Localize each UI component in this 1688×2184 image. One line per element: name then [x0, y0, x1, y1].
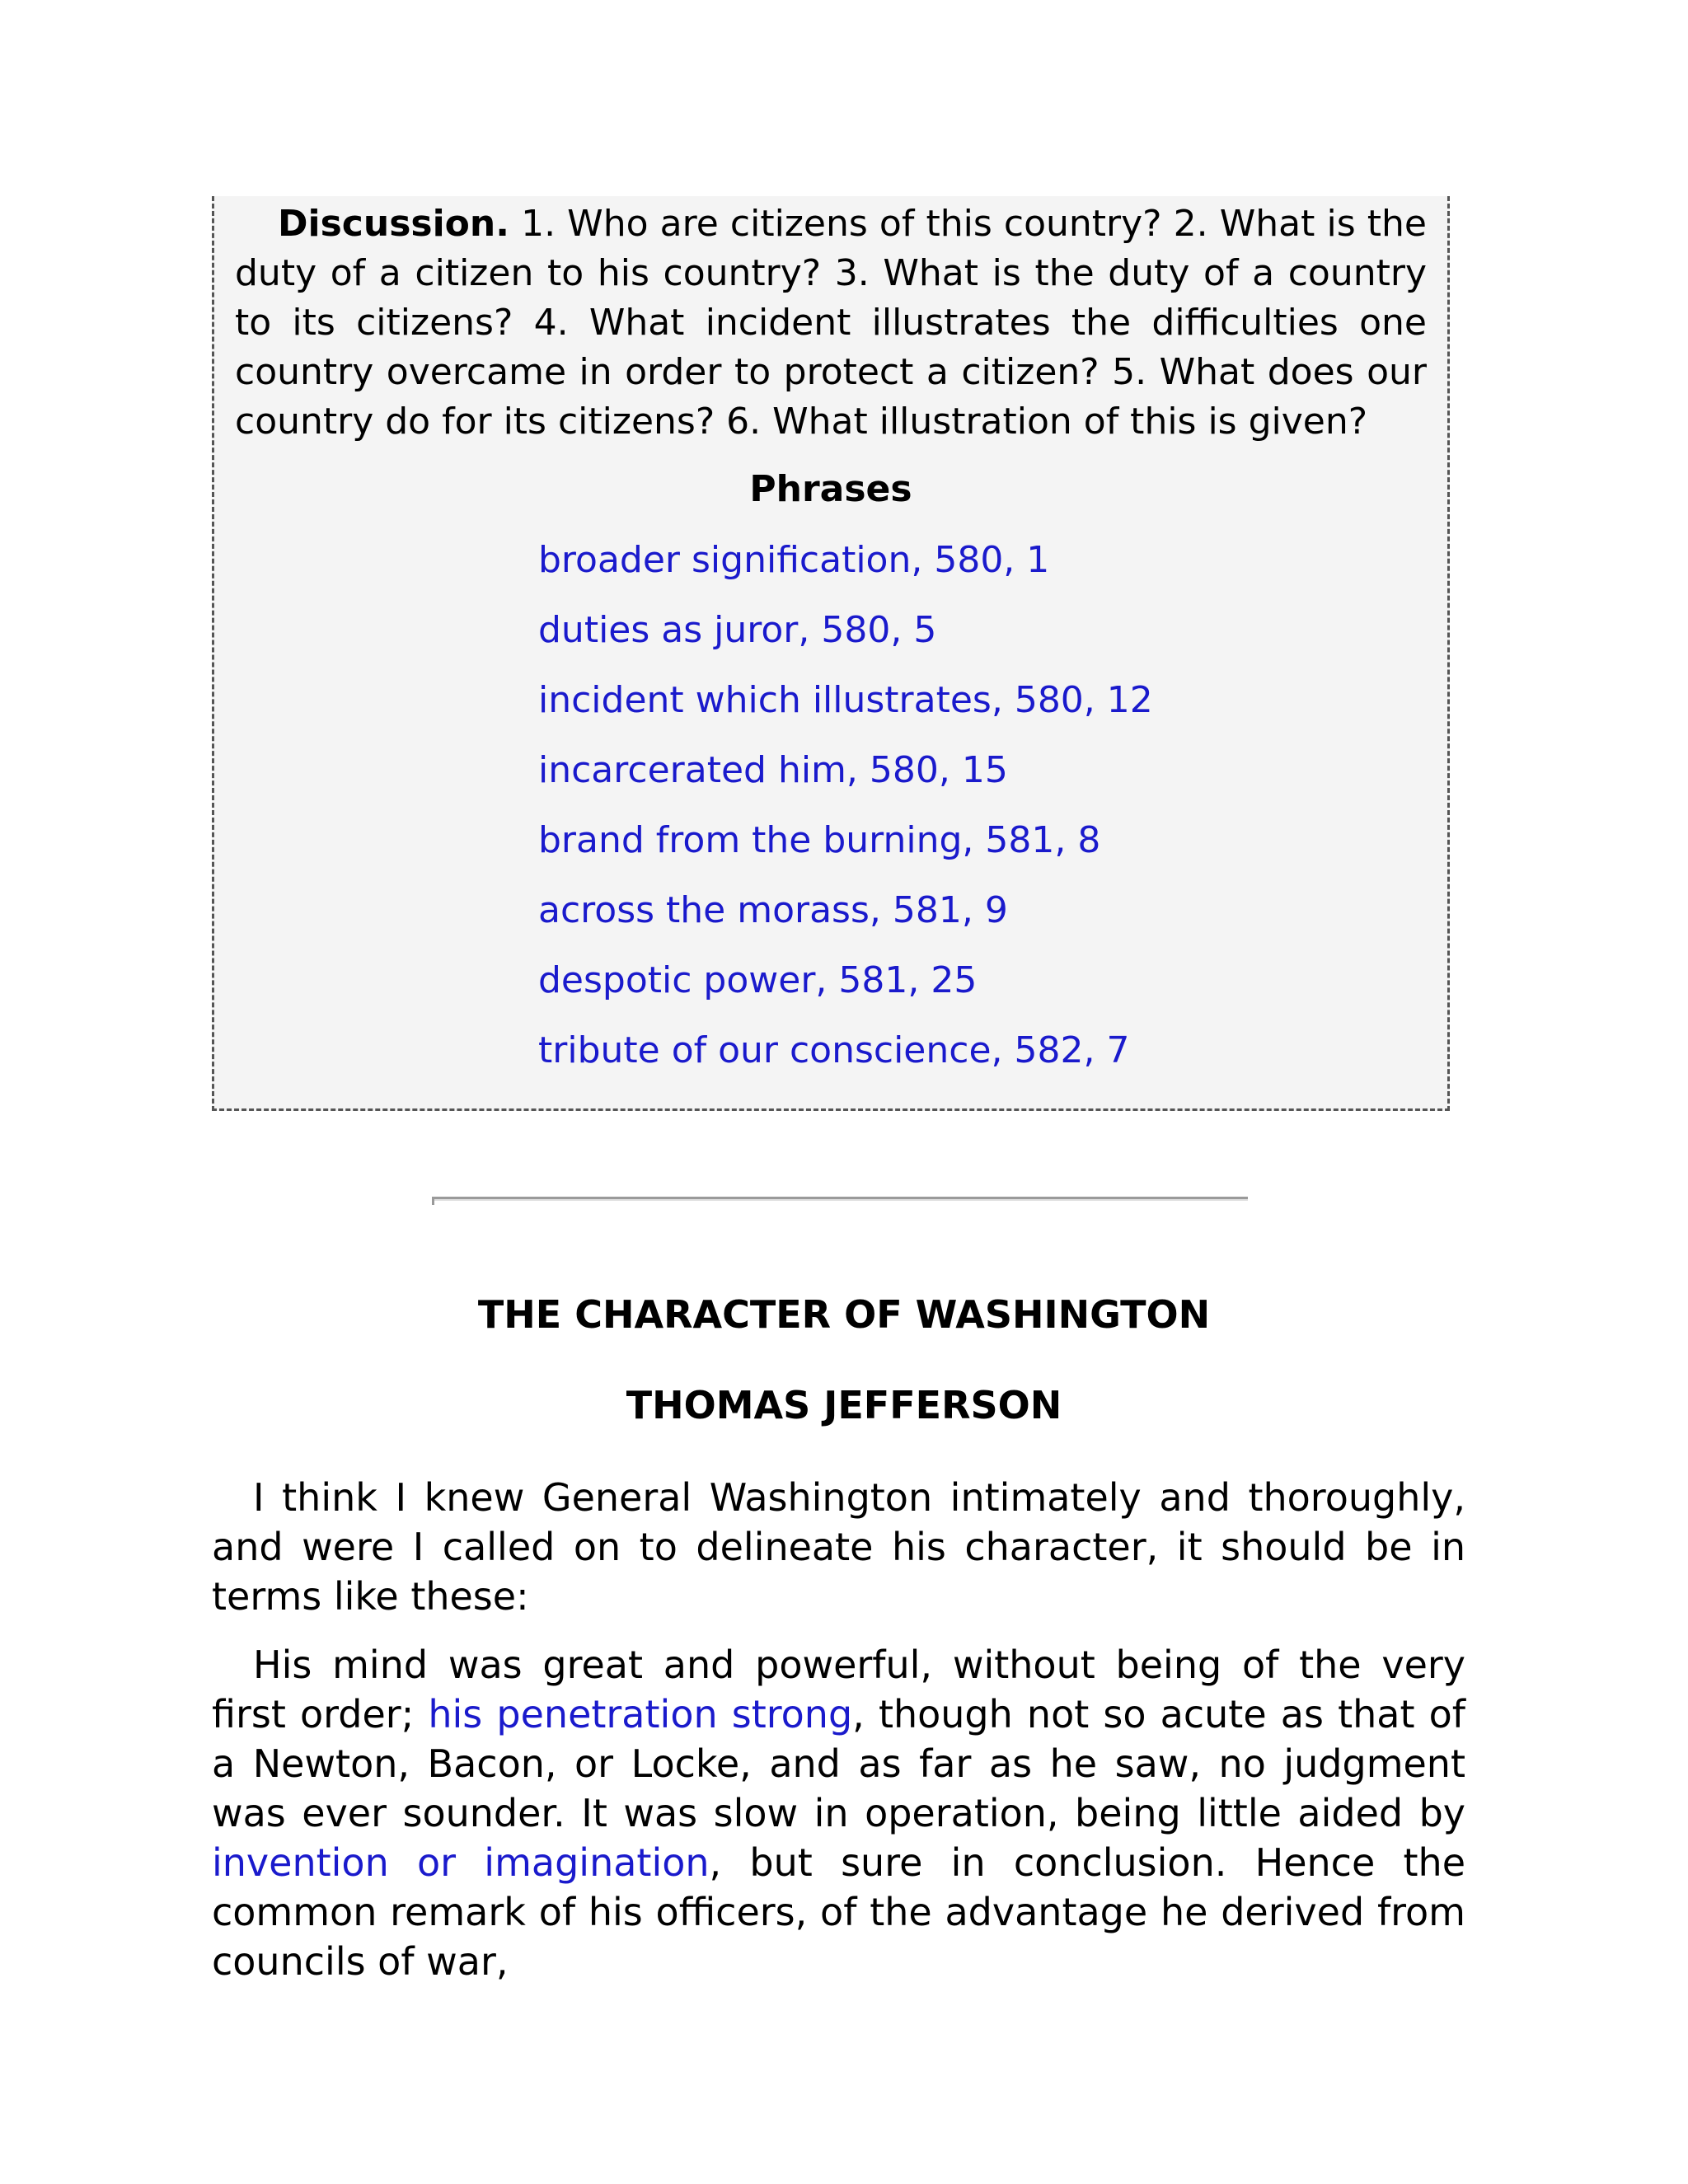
phrase-link[interactable]: duties as juror, 580, 5 [538, 609, 937, 651]
phrase-link-invention[interactable]: invention or imagination [212, 1840, 710, 1885]
paragraph-text: , though not so acute as that of a Newton, Bacon, or Locke, and as far as he saw, no judgment was ever sounder. It was slow in operation, being little aided by [212, 1692, 1466, 1835]
phrases-heading: Phrases [749, 468, 912, 510]
list-item [538, 746, 1427, 795]
article-title: THE CHARACTER OF WASHINGTON [477, 1292, 1211, 1337]
phrase-link[interactable]: incarcerated him, 580, 15 [538, 749, 1008, 791]
article-paragraph-1: I think I knew General Washington intimately and thoroughly, and were I called on to delineate his character, it should be in terms like these: [212, 1475, 1465, 1619]
phrase-link-penetration[interactable]: his penetration strong [428, 1692, 853, 1736]
list-item [538, 676, 1427, 725]
paragraph-text: His mind was great and powerful, without being of the very first order; [212, 1643, 1465, 1736]
list-item [538, 956, 1427, 1005]
phrase-link[interactable]: tribute of our conscience, 582, 7 [538, 1029, 1130, 1071]
paragraph-text: , but sure in conclusion. Hence the common remark of his officers, of the advantage he derived from councils of war, [212, 1840, 1465, 1984]
phrase-link[interactable]: across the morass, 581, 9 [538, 889, 1008, 931]
discussion-box [212, 196, 1450, 1111]
article-paragraph-2 [212, 1640, 1465, 1986]
phrase-link[interactable]: broader signification, 580, 1 [538, 539, 1050, 581]
discussion-questions: 1. Who are citizens of this country? 2. What is the duty of a citizen to his country? 3. What is the duty of a country to its citizens? 4. What incident illustrates the difficulties one country overcame in order to protect a citizen? 5. What does our country do for its citizens? 6. What illustration of this is given? [235, 203, 1427, 443]
discussion-paragraph [235, 199, 1427, 447]
list-item [538, 816, 1427, 865]
phrase-link[interactable]: brand from the burning, 581, 8 [538, 819, 1101, 861]
list-item [538, 606, 1427, 655]
phrase-link[interactable]: despotic power, 581, 25 [538, 959, 978, 1001]
article-author: THOMAS JEFFERSON [626, 1383, 1062, 1427]
list-item [538, 886, 1427, 935]
list-item [538, 1026, 1427, 1076]
horizontal-rule [432, 1197, 1248, 1201]
phrases-list [235, 536, 1427, 1076]
discussion-label: Discussion. [278, 203, 509, 245]
list-item [538, 536, 1427, 585]
phrase-link[interactable]: incident which illustrates, 580, 12 [538, 679, 1153, 721]
horizontal-rule-cap [432, 1197, 434, 1205]
